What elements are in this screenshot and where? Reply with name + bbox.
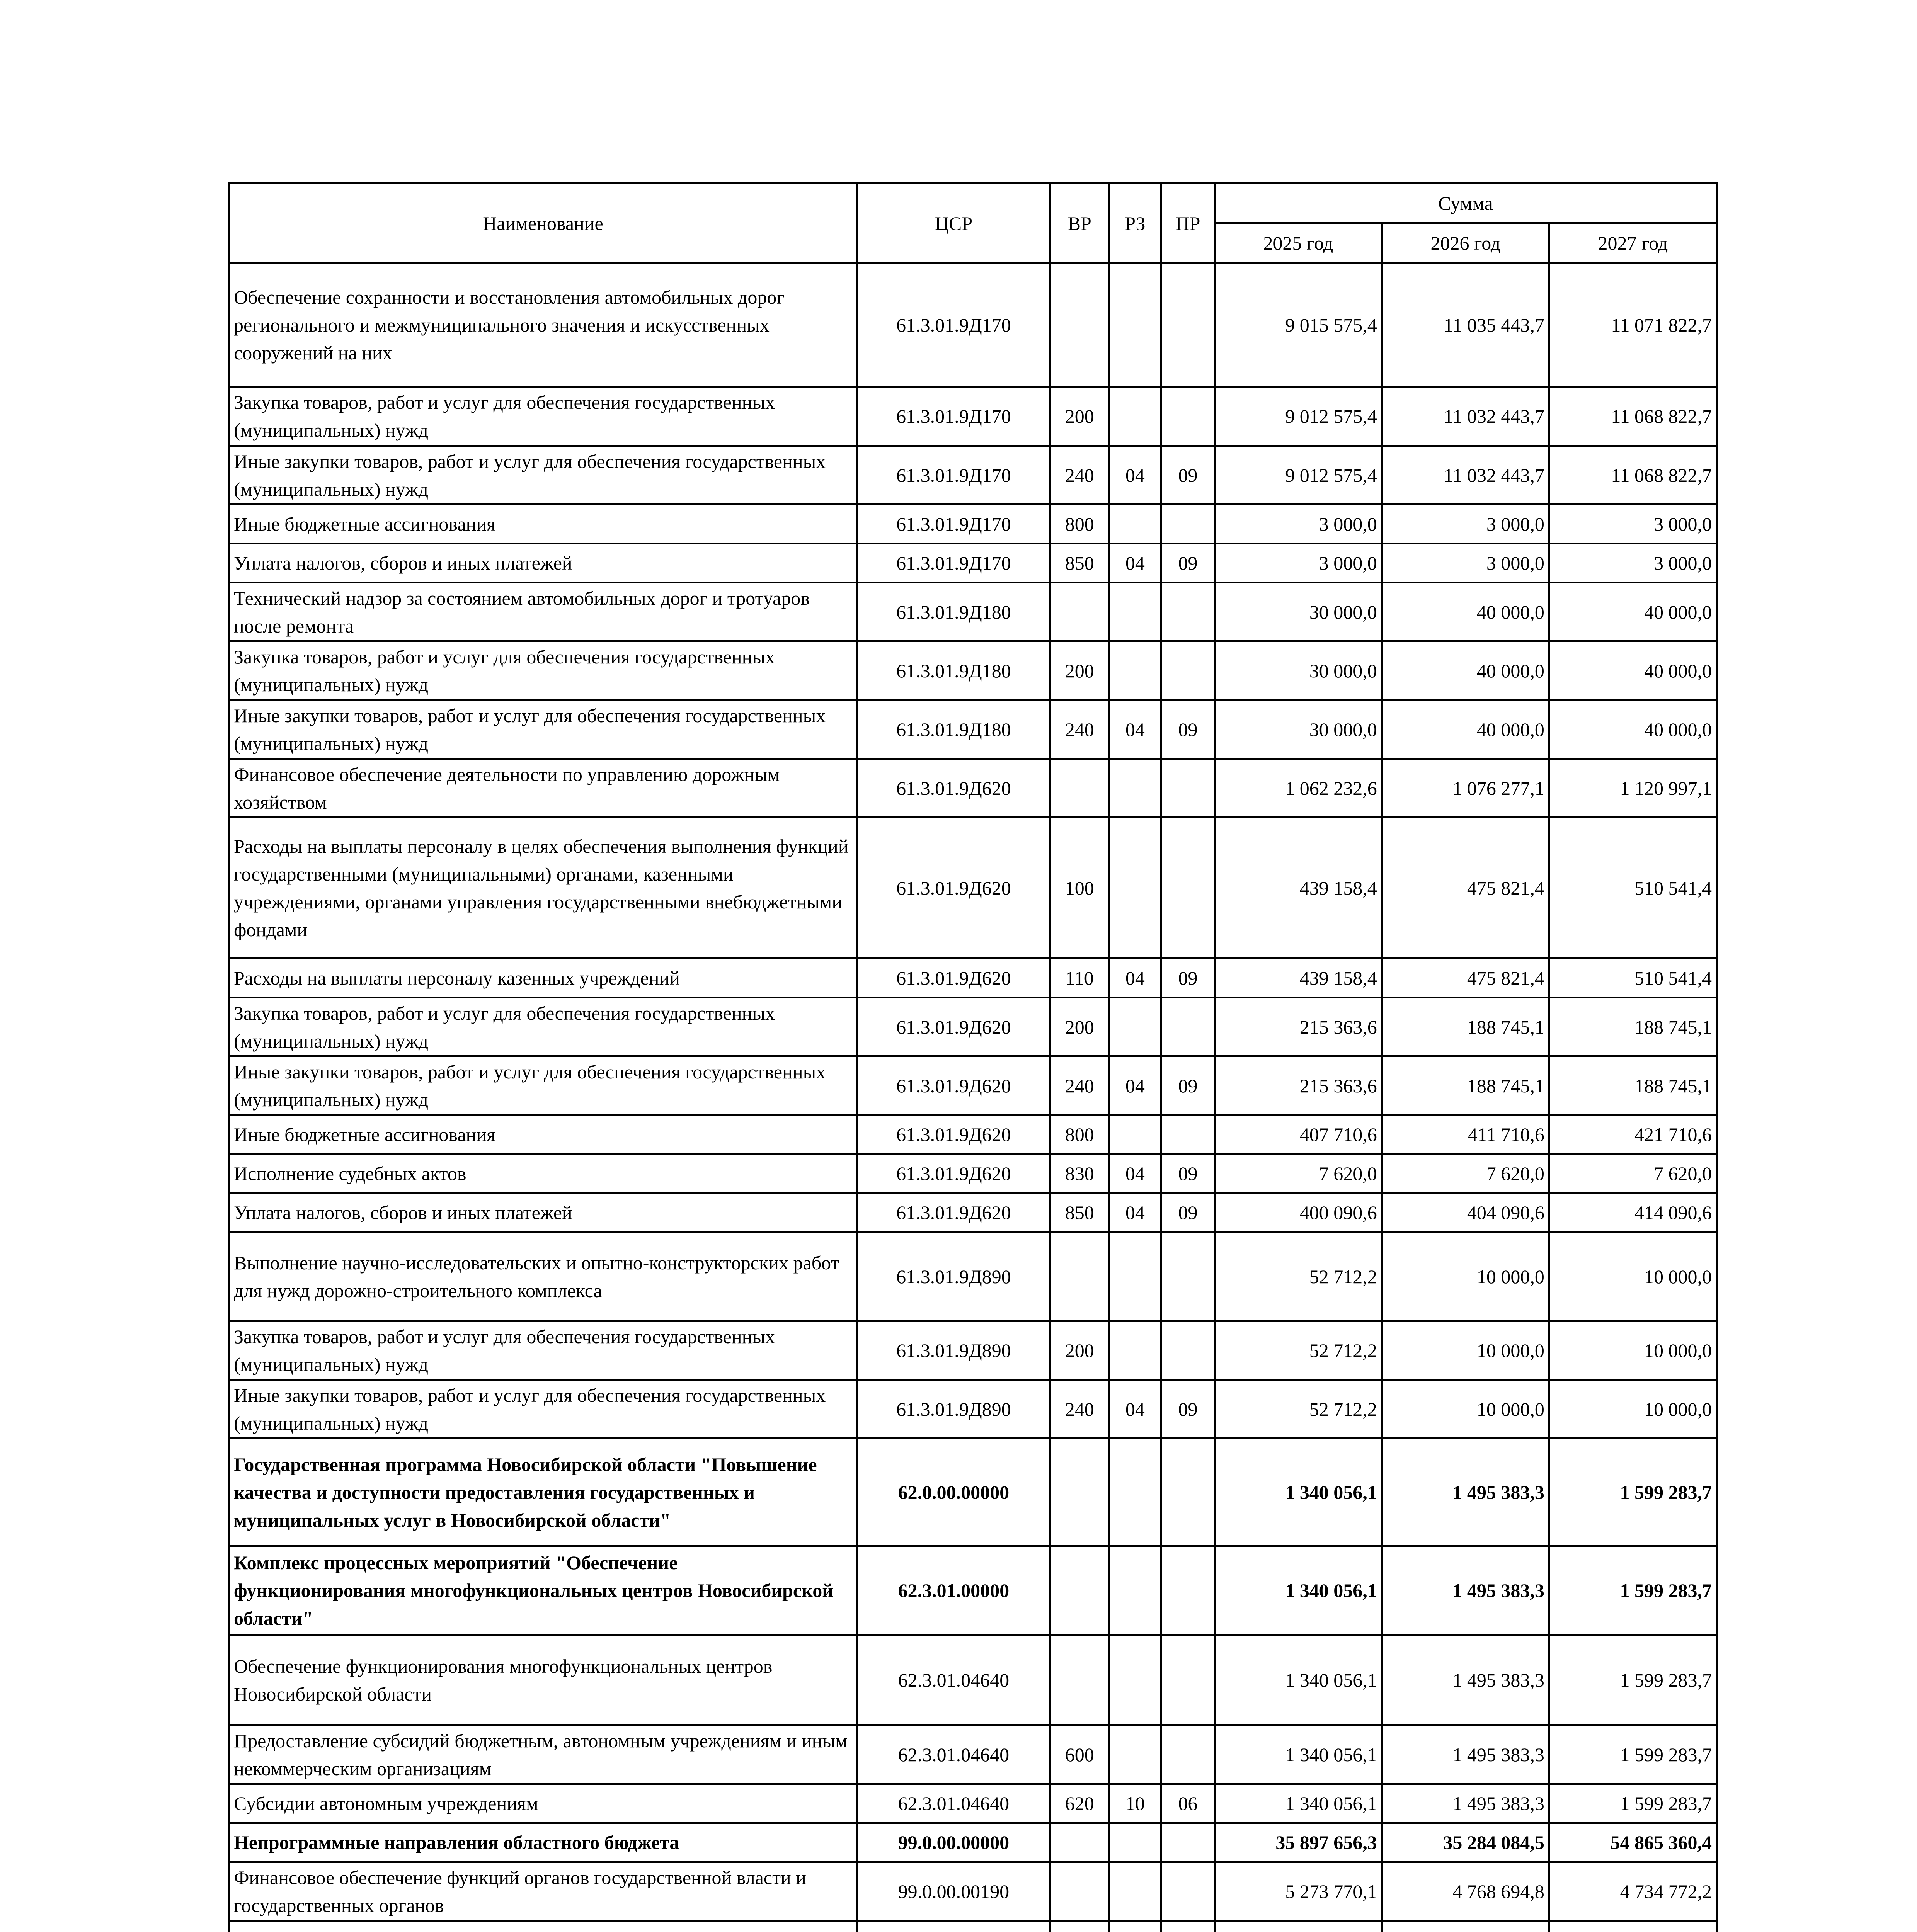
cell-name: Субсидии автономным учреждениям	[229, 1784, 857, 1823]
cell-sum-2027: 10 000,0	[1549, 1232, 1716, 1321]
cell-sum-2025: 1 340 056,1	[1214, 1784, 1382, 1823]
cell-sum-2026: 3 000,0	[1382, 505, 1549, 544]
cell-csr: 61.3.01.9Д620	[857, 998, 1050, 1056]
cell-sum-2026: 188 745,1	[1382, 998, 1549, 1056]
cell-pr	[1161, 818, 1215, 959]
cell-sum-2026: 35 284 084,5	[1382, 1823, 1549, 1862]
cell-pr	[1161, 1232, 1215, 1321]
cell-pr	[1161, 1921, 1215, 1932]
cell-csr: 62.3.01.04640	[857, 1635, 1050, 1725]
cell-sum-2026: 40 000,0	[1382, 583, 1549, 641]
cell-rz: 04	[1109, 700, 1161, 759]
cell-vr: 240	[1050, 1380, 1109, 1439]
cell-vr: 200	[1050, 387, 1109, 446]
header-year-2027: 2027 год	[1549, 223, 1716, 263]
header-name: Наименование	[229, 184, 857, 263]
table-row	[229, 1725, 1717, 1784]
cell-sum-2026: 11 035 443,7	[1382, 263, 1549, 387]
cell-sum-2025: 215 363,6	[1214, 1056, 1382, 1115]
cell-sum-2025: 30 000,0	[1214, 641, 1382, 700]
cell-vr	[1050, 1635, 1109, 1725]
cell-pr	[1161, 1115, 1215, 1154]
table-row	[229, 1380, 1717, 1439]
cell-csr: 61.3.01.9Д620	[857, 818, 1050, 959]
cell-vr: 800	[1050, 505, 1109, 544]
cell-sum-2027: 1 599 283,7	[1549, 1635, 1716, 1725]
cell-pr	[1161, 1823, 1215, 1862]
table-row	[229, 446, 1717, 505]
table-row	[229, 387, 1717, 446]
cell-rz	[1109, 1232, 1161, 1321]
cell-vr: 800	[1050, 1115, 1109, 1154]
cell-vr: 240	[1050, 446, 1109, 505]
cell-sum-2026: 1 495 383,3	[1382, 1546, 1549, 1635]
cell-rz	[1109, 505, 1161, 544]
header-pr: ПР	[1161, 184, 1215, 263]
cell-sum-2026: 1 495 383,3	[1382, 1784, 1549, 1823]
cell-rz: 04	[1109, 1193, 1161, 1232]
cell-pr	[1161, 1635, 1215, 1725]
cell-csr: 61.3.01.9Д620	[857, 759, 1050, 818]
cell-rz: 04	[1109, 446, 1161, 505]
cell-name: Иные закупки товаров, работ и услуг для обеспечения государственных (муниципальных) нужд	[229, 700, 857, 759]
cell-pr	[1161, 1321, 1215, 1380]
cell-vr: 200	[1050, 998, 1109, 1056]
cell-sum-2027: 510 541,4	[1549, 959, 1716, 998]
cell-rz	[1109, 1921, 1161, 1932]
cell-sum-2026: 3 000,0	[1382, 544, 1549, 583]
cell-sum-2026: 4 768 694,8	[1382, 1862, 1549, 1921]
cell-sum-2027: 1 599 283,7	[1549, 1725, 1716, 1784]
cell-vr: 100	[1050, 818, 1109, 959]
cell-name: Государственная программа Новосибирской области "Повышение качества и доступности предоставления государственных и муниципальных услуг в Новосибирской области"	[229, 1439, 857, 1546]
cell-sum-2025: 5 273 770,1	[1214, 1862, 1382, 1921]
cell-rz	[1109, 998, 1161, 1056]
cell-sum-2025: 215 363,6	[1214, 998, 1382, 1056]
cell-vr: 850	[1050, 1193, 1109, 1232]
cell-rz	[1109, 1546, 1161, 1635]
table-row	[229, 1056, 1717, 1115]
cell-name: Комплекс процессных мероприятий "Обеспечение функционирования многофункциональных центров Новосибирской области"	[229, 1546, 857, 1635]
cell-vr	[1050, 759, 1109, 818]
cell-pr	[1161, 641, 1215, 700]
table-row	[229, 1823, 1717, 1862]
cell-csr: 61.3.01.9Д620	[857, 959, 1050, 998]
cell-rz	[1109, 387, 1161, 446]
cell-sum-2025: 1 340 056,1	[1214, 1546, 1382, 1635]
cell-pr: 09	[1161, 1154, 1215, 1193]
cell-vr	[1050, 1921, 1109, 1932]
cell-sum-2027: 414 090,6	[1549, 1193, 1716, 1232]
cell-sum-2025: 407 710,6	[1214, 1115, 1382, 1154]
cell-sum-2025: 3 000,0	[1214, 544, 1382, 583]
cell-sum-2025	[1214, 1921, 1382, 1932]
cell-sum-2026: 1 495 383,3	[1382, 1725, 1549, 1784]
cell-vr: 200	[1050, 1321, 1109, 1380]
cell-rz: 04	[1109, 544, 1161, 583]
cell-name: Технический надзор за состоянием автомобильных дорог и тротуаров после ремонта	[229, 583, 857, 641]
cell-name: Иные закупки товаров, работ и услуг для обеспечения государственных (муниципальных) нужд	[229, 446, 857, 505]
cell-name: Расходы на выплаты персоналу в целях обеспечения выполнения функций государственными (муниципальными) органами, казенными учреждениями, органами управления государственными внебюджетными фондами	[229, 818, 857, 959]
cell-sum-2027: 10 000,0	[1549, 1380, 1716, 1439]
cell-csr: 61.3.01.9Д170	[857, 387, 1050, 446]
cell-sum-2026: 40 000,0	[1382, 700, 1549, 759]
cell-rz: 10	[1109, 1784, 1161, 1823]
cell-csr: 61.3.01.9Д170	[857, 446, 1050, 505]
cell-rz	[1109, 1862, 1161, 1921]
cell-sum-2026: 11 032 443,7	[1382, 387, 1549, 446]
cell-sum-2027: 1 599 283,7	[1549, 1439, 1716, 1546]
cell-sum-2026: 1 076 277,1	[1382, 759, 1549, 818]
cell-vr: 240	[1050, 1056, 1109, 1115]
cell-vr	[1050, 1546, 1109, 1635]
cell-pr	[1161, 1439, 1215, 1546]
cell-csr: 61.3.01.9Д890	[857, 1232, 1050, 1321]
cell-rz: 04	[1109, 1056, 1161, 1115]
cell-name: Обеспечение сохранности и восстановления автомобильных дорог регионального и межмуниципального значения и искусственных сооружений на них	[229, 263, 857, 387]
cell-csr: 99.0.00.00000	[857, 1823, 1050, 1862]
table-row	[229, 1115, 1717, 1154]
cell-sum-2026: 404 090,6	[1382, 1193, 1549, 1232]
cell-sum-2025: 9 012 575,4	[1214, 387, 1382, 446]
budget-table	[228, 182, 1718, 1932]
table-row	[229, 998, 1717, 1056]
cell-csr: 61.3.01.9Д890	[857, 1321, 1050, 1380]
cell-name: Уплата налогов, сборов и иных платежей	[229, 1193, 857, 1232]
cell-rz: 04	[1109, 959, 1161, 998]
cell-sum-2027: 1 120 997,1	[1549, 759, 1716, 818]
cell-csr: 61.3.01.9Д170	[857, 505, 1050, 544]
cell-sum-2026: 1 495 383,3	[1382, 1635, 1549, 1725]
cell-sum-2027: 188 745,1	[1549, 998, 1716, 1056]
cell-pr	[1161, 583, 1215, 641]
cell-name: Закупка товаров, работ и услуг для обеспечения государственных (муниципальных) нужд	[229, 1321, 857, 1380]
cell-sum-2026: 11 032 443,7	[1382, 446, 1549, 505]
cell-sum-2025: 30 000,0	[1214, 700, 1382, 759]
cell-csr: 61.3.01.9Д620	[857, 1115, 1050, 1154]
cell-sum-2025: 52 712,2	[1214, 1321, 1382, 1380]
cell-name: Иные бюджетные ассигнования	[229, 1115, 857, 1154]
table-row	[229, 1921, 1717, 1932]
table-row	[229, 641, 1717, 700]
cell-name: Закупка товаров, работ и услуг для обеспечения государственных (муниципальных) нужд	[229, 387, 857, 446]
cell-sum-2026: 10 000,0	[1382, 1321, 1549, 1380]
cell-vr: 110	[1050, 959, 1109, 998]
cell-csr: 61.3.01.9Д170	[857, 263, 1050, 387]
cell-sum-2027: 40 000,0	[1549, 700, 1716, 759]
cell-name: Финансовое обеспечение функций органов государственной власти и государственных органов	[229, 1862, 857, 1921]
cell-sum-2026: 188 745,1	[1382, 1056, 1549, 1115]
cell-vr: 200	[1050, 641, 1109, 700]
cell-sum-2026: 411 710,6	[1382, 1115, 1549, 1154]
cell-vr	[1050, 583, 1109, 641]
cell-sum-2025: 1 340 056,1	[1214, 1439, 1382, 1546]
cell-name: Обеспечение функционирования многофункциональных центров Новосибирской области	[229, 1635, 857, 1725]
cell-pr: 09	[1161, 544, 1215, 583]
cell-sum-2027: 1 599 283,7	[1549, 1784, 1716, 1823]
cell-sum-2026: 10 000,0	[1382, 1232, 1549, 1321]
cell-name: Уплата налогов, сборов и иных платежей	[229, 544, 857, 583]
cell-pr: 09	[1161, 700, 1215, 759]
table-row	[229, 1546, 1717, 1635]
cell-pr: 09	[1161, 1056, 1215, 1115]
cell-csr: 61.3.01.9Д180	[857, 641, 1050, 700]
cell-sum-2026: 1 495 383,3	[1382, 1439, 1549, 1546]
cell-name: Непрограммные направления областного бюджета	[229, 1823, 857, 1862]
cell-sum-2026	[1382, 1921, 1549, 1932]
cell-name: Исполнение судебных актов	[229, 1154, 857, 1193]
cell-pr	[1161, 263, 1215, 387]
cell-rz	[1109, 583, 1161, 641]
cell-rz	[1109, 1635, 1161, 1725]
cell-name: Финансовое обеспечение деятельности по управлению дорожным хозяйством	[229, 759, 857, 818]
header-rz: РЗ	[1109, 184, 1161, 263]
cell-vr	[1050, 263, 1109, 387]
cell-csr: 99.0.00.00190	[857, 1862, 1050, 1921]
table-row	[229, 1193, 1717, 1232]
cell-sum-2027: 188 745,1	[1549, 1056, 1716, 1115]
cell-rz	[1109, 263, 1161, 387]
table-row	[229, 1635, 1717, 1725]
cell-name: Закупка товаров, работ и услуг для обеспечения государственных (муниципальных) нужд	[229, 998, 857, 1056]
cell-sum-2025: 439 158,4	[1214, 959, 1382, 998]
cell-sum-2025: 1 340 056,1	[1214, 1725, 1382, 1784]
cell-pr: 06	[1161, 1784, 1215, 1823]
cell-csr: 61.3.01.9Д620	[857, 1056, 1050, 1115]
cell-pr	[1161, 1862, 1215, 1921]
cell-csr: 61.3.01.9Д180	[857, 700, 1050, 759]
cell-sum-2027: 3 000,0	[1549, 505, 1716, 544]
cell-sum-2026: 475 821,4	[1382, 959, 1549, 998]
header-row-1	[229, 184, 1717, 223]
cell-name: Иные бюджетные ассигнования	[229, 505, 857, 544]
cell-sum-2027: 7 620,0	[1549, 1154, 1716, 1193]
cell-csr: 61.3.01.9Д180	[857, 583, 1050, 641]
cell-sum-2026: 7 620,0	[1382, 1154, 1549, 1193]
cell-sum-2027: 11 068 822,7	[1549, 446, 1716, 505]
cell-vr: 620	[1050, 1784, 1109, 1823]
table-row	[229, 544, 1717, 583]
cell-vr	[1050, 1439, 1109, 1546]
cell-pr	[1161, 1725, 1215, 1784]
cell-csr: 61.3.01.9Д890	[857, 1380, 1050, 1439]
cell-name: Иные закупки товаров, работ и услуг для обеспечения государственных (муниципальных) нужд	[229, 1056, 857, 1115]
table-row	[229, 505, 1717, 544]
cell-sum-2026: 475 821,4	[1382, 818, 1549, 959]
cell-vr: 850	[1050, 544, 1109, 583]
cell-sum-2026: 40 000,0	[1382, 641, 1549, 700]
header-csr: ЦСР	[857, 184, 1050, 263]
cell-csr: 62.3.01.04640	[857, 1784, 1050, 1823]
cell-name: Выполнение научно-исследовательских и опытно-конструкторских работ для нужд дорожно-строительного комплекса	[229, 1232, 857, 1321]
table-row	[229, 959, 1717, 998]
cell-sum-2025: 52 712,2	[1214, 1380, 1382, 1439]
cell-vr: 600	[1050, 1725, 1109, 1784]
cell-rz: 04	[1109, 1380, 1161, 1439]
table-row	[229, 1232, 1717, 1321]
cell-rz	[1109, 1321, 1161, 1380]
cell-vr: 830	[1050, 1154, 1109, 1193]
cell-sum-2027: 11 068 822,7	[1549, 387, 1716, 446]
table-row	[229, 1321, 1717, 1380]
cell-pr: 09	[1161, 1193, 1215, 1232]
cell-sum-2025: 439 158,4	[1214, 818, 1382, 959]
table-row	[229, 1784, 1717, 1823]
cell-sum-2027: 40 000,0	[1549, 641, 1716, 700]
table-row	[229, 1862, 1717, 1921]
cell-sum-2025: 35 897 656,3	[1214, 1823, 1382, 1862]
cell-rz	[1109, 818, 1161, 959]
cell-rz	[1109, 1823, 1161, 1862]
cell-vr: 240	[1050, 700, 1109, 759]
cell-sum-2027: 421 710,6	[1549, 1115, 1716, 1154]
cell-rz	[1109, 1439, 1161, 1546]
cell-vr	[1050, 1823, 1109, 1862]
table-row	[229, 583, 1717, 641]
cell-csr: 62.0.00.00000	[857, 1439, 1050, 1546]
cell-sum-2025: 7 620,0	[1214, 1154, 1382, 1193]
cell-sum-2025: 9 015 575,4	[1214, 263, 1382, 387]
header-year-2026: 2026 год	[1382, 223, 1549, 263]
cell-pr	[1161, 998, 1215, 1056]
cell-rz	[1109, 1115, 1161, 1154]
cell-sum-2027: 11 071 822,7	[1549, 263, 1716, 387]
cell-sum-2027: 510 541,4	[1549, 818, 1716, 959]
cell-sum-2025: 30 000,0	[1214, 583, 1382, 641]
table-row	[229, 818, 1717, 959]
cell-sum-2027: 40 000,0	[1549, 583, 1716, 641]
cell-pr: 09	[1161, 1380, 1215, 1439]
cell-sum-2026: 10 000,0	[1382, 1380, 1549, 1439]
cell-pr	[1161, 505, 1215, 544]
cell-name: Расходы на выплаты персоналу казенных учреждений	[229, 959, 857, 998]
cell-name: Иные закупки товаров, работ и услуг для обеспечения государственных (муниципальных) нужд	[229, 1380, 857, 1439]
cell-rz	[1109, 759, 1161, 818]
cell-name: Предоставление субсидий бюджетным, автономным учреждениям и иным некоммерческим организациям	[229, 1725, 857, 1784]
table-row	[229, 759, 1717, 818]
cell-csr: 62.3.01.04640	[857, 1725, 1050, 1784]
cell-sum-2025: 52 712,2	[1214, 1232, 1382, 1321]
cell-vr	[1050, 1232, 1109, 1321]
cell-rz	[1109, 641, 1161, 700]
cell-sum-2027	[1549, 1921, 1716, 1932]
table-row	[229, 700, 1717, 759]
cell-sum-2025: 3 000,0	[1214, 505, 1382, 544]
cell-sum-2027: 54 865 360,4	[1549, 1823, 1716, 1862]
cell-name: Закупка товаров, работ и услуг для обеспечения государственных (муниципальных) нужд	[229, 641, 857, 700]
header-vr: ВР	[1050, 184, 1109, 263]
cell-sum-2027: 10 000,0	[1549, 1321, 1716, 1380]
table-body	[229, 263, 1717, 1932]
cell-csr: 62.3.01.00000	[857, 1546, 1050, 1635]
cell-pr	[1161, 1546, 1215, 1635]
cell-pr: 09	[1161, 959, 1215, 998]
cell-sum-2027: 3 000,0	[1549, 544, 1716, 583]
cell-pr: 09	[1161, 446, 1215, 505]
header-year-2025: 2025 год	[1214, 223, 1382, 263]
cell-vr	[1050, 1862, 1109, 1921]
cell-sum-2025: 1 340 056,1	[1214, 1635, 1382, 1725]
cell-sum-2025: 9 012 575,4	[1214, 446, 1382, 505]
cell-csr: 61.3.01.9Д620	[857, 1154, 1050, 1193]
cell-csr: 61.3.01.9Д620	[857, 1193, 1050, 1232]
cell-sum-2025: 400 090,6	[1214, 1193, 1382, 1232]
table-row	[229, 263, 1717, 387]
cell-rz	[1109, 1725, 1161, 1784]
cell-sum-2027: 1 599 283,7	[1549, 1546, 1716, 1635]
table-row	[229, 1439, 1717, 1546]
cell-name	[229, 1921, 857, 1932]
cell-sum-2027: 4 734 772,2	[1549, 1862, 1716, 1921]
header-sum: Сумма	[1214, 184, 1716, 223]
cell-pr	[1161, 759, 1215, 818]
cell-csr: 61.3.01.9Д170	[857, 544, 1050, 583]
cell-pr	[1161, 387, 1215, 446]
cell-sum-2025: 1 062 232,6	[1214, 759, 1382, 818]
cell-csr	[857, 1921, 1050, 1932]
cell-rz: 04	[1109, 1154, 1161, 1193]
table-row	[229, 1154, 1717, 1193]
